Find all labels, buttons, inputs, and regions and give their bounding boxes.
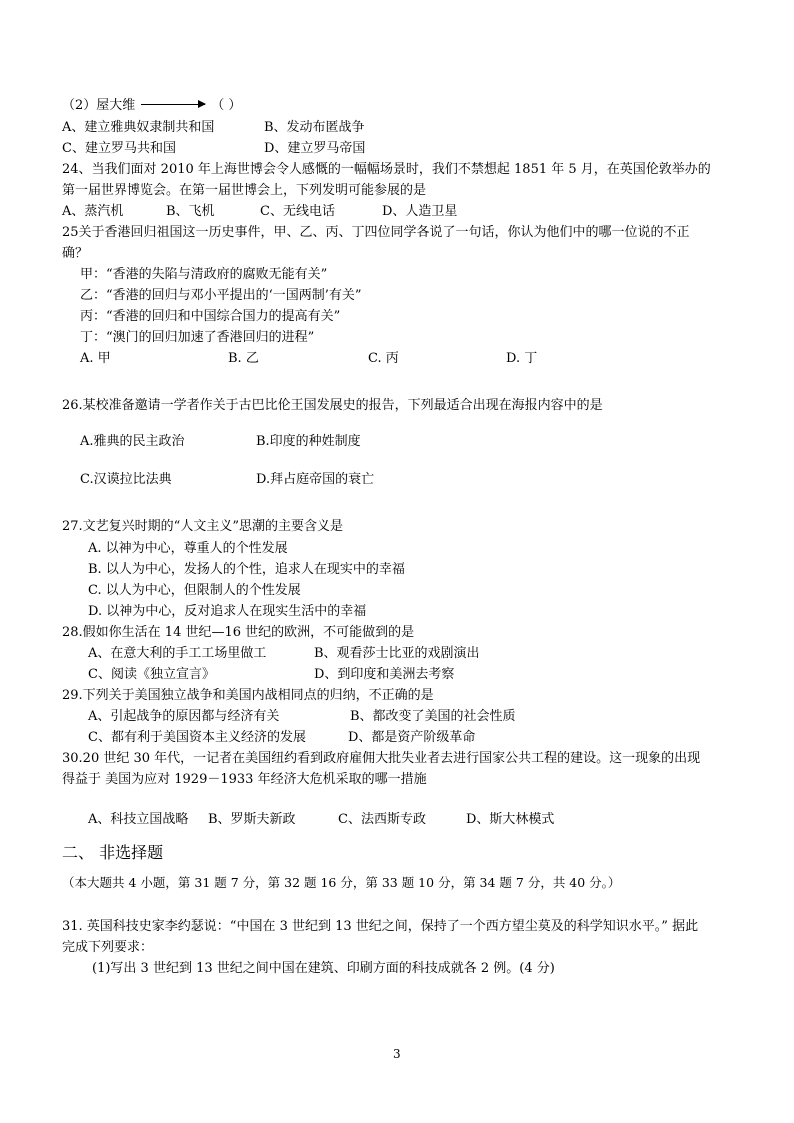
q30-stem-line1: 30.20 世纪 30 年代，一记者在美国纽约看到政府雇佣大批失业者去进行国家公共工程的建设。这一现象的出现 bbox=[62, 751, 701, 766]
q28-option-d: D、到印度和美洲去考察 bbox=[314, 667, 455, 682]
q28-option-a: A、在意大利的手工工场里做工 bbox=[88, 646, 267, 661]
q24-stem-line2: 第一届世界博览会。在第一届世博会上，下列发明可能参展的是 bbox=[62, 183, 427, 198]
q26-option-d: D.拜占庭帝国的衰亡 bbox=[256, 472, 375, 487]
q27-stem: 27.文艺复兴时期的“人文主义”思潮的主要含义是 bbox=[62, 519, 343, 534]
q24-option-b: B、飞机 bbox=[166, 204, 215, 219]
q25-stem-line2: 确？ bbox=[62, 246, 89, 261]
q30-option-c: C、法西斯专政 bbox=[338, 812, 426, 827]
q23-option-a: A、建立雅典奴隶制共和国 bbox=[62, 120, 215, 135]
q30-stem-line2: 得益于 美国为应对 1929－1933 年经济大危机采取的哪一措施 bbox=[62, 772, 427, 787]
q24-stem-line1: 24、当我们面对 2010 年上海世博会令人感慨的一幅幅场景时，我们不禁想起 1851 年 5 月，在英国伦敦举办的 bbox=[62, 162, 711, 177]
right-arrow-icon bbox=[141, 104, 205, 105]
q24-option-a: A、蒸汽机 bbox=[62, 204, 124, 219]
q30-option-d: D、斯大林模式 bbox=[466, 812, 555, 827]
q24-option-d: D、人造卫星 bbox=[382, 204, 458, 219]
q25-stem-line1: 25关于香港回归祖国这一历史事件，甲、乙、丙、丁四位同学各说了一句话，你认为他们中的哪一位说的不正 bbox=[62, 225, 690, 240]
q25-option-d: D. 丁 bbox=[506, 351, 538, 366]
q25-statement-jia: 甲：“香港的失陷与清政府的腐败无能有关” bbox=[80, 267, 328, 282]
q29-option-a: A、引起战争的原因都与经济有关 bbox=[88, 709, 280, 724]
q28-stem: 28.假如你生活在 14 世纪—16 世纪的欧洲，不可能做到的是 bbox=[62, 625, 415, 640]
q31-stem-line2: 完成下列要求： bbox=[62, 940, 154, 955]
q25-statement-bing: 丙：“香港的回归和中国综合国力的提高有关” bbox=[80, 309, 341, 324]
q27-option-b: B. 以人为中心，发扬人的个性，追求人在现实中的幸福 bbox=[88, 562, 405, 577]
q29-stem: 29.下列关于美国独立战争和美国内战相同点的归纳，不正确的是 bbox=[62, 688, 434, 703]
section2-title: 二、 非选择题 bbox=[62, 843, 164, 862]
q26-option-c: C.汉谟拉比法典 bbox=[80, 472, 172, 487]
q31-stem-line1: 31. 英国科技史家李约瑟说：“中国在 3 世纪到 13 世纪之间，保持了一个西方望尘莫及的科学知识水平。” 据此 bbox=[62, 919, 699, 934]
q23-option-c: C、建立罗马共和国 bbox=[62, 141, 176, 156]
q23-stem bbox=[62, 97, 241, 115]
q25-statement-ding: 丁：“澳门的回归加速了香港回归的进程” bbox=[80, 330, 315, 345]
section2-note: （本大题共 4 小题，第 31 题 7 分，第 32 题 16 分，第 33 题 10 分，第 34 题 7 分，共 40 分。） bbox=[62, 875, 621, 890]
page-number: 3 bbox=[393, 1047, 401, 1061]
q26-option-b: B.印度的种姓制度 bbox=[256, 434, 361, 449]
q29-option-d: D、都是资产阶级革命 bbox=[348, 730, 476, 745]
q25-option-c: C. 丙 bbox=[368, 351, 399, 366]
q30-option-a: A、科技立国战略 bbox=[88, 812, 189, 827]
q30-option-b: B、罗斯夫新政 bbox=[208, 812, 296, 827]
q25-option-a: A. 甲 bbox=[80, 351, 111, 366]
q25-statement-yi: 乙：“香港的回归与邓小平提出的‘一国两制’有关” bbox=[80, 288, 362, 303]
q26-option-a: A.雅典的民主政治 bbox=[80, 434, 185, 449]
q27-option-a: A. 以神为中心，尊重人的个性发展 bbox=[88, 541, 288, 556]
q28-option-b: B、观看莎士比亚的戏剧演出 bbox=[314, 646, 480, 661]
q29-option-b: B、都改变了美国的社会性质 bbox=[350, 709, 516, 724]
q23-stem-text: （2）屋大维 bbox=[62, 98, 136, 113]
q23-blank: （ ） bbox=[211, 98, 242, 113]
q23-option-d: D、建立罗马帝国 bbox=[264, 141, 366, 156]
q27-option-d: D. 以神为中心，反对追求人在现实生活中的幸福 bbox=[88, 604, 367, 619]
q31-sub1: (1)写出 3 世纪到 13 世纪之间中国在建筑、印刷方面的科技成就各 2 例。(4 分) bbox=[92, 961, 555, 976]
q28-option-c: C、阅读《独立宣言》 bbox=[88, 667, 215, 682]
q26-stem: 26.某校准备邀请一学者作关于古巴比伦王国发展史的报告，下列最适合出现在海报内容中的是 bbox=[62, 398, 603, 413]
q29-option-c: C、都有利于美国资本主义经济的发展 bbox=[88, 730, 306, 745]
q25-option-b: B. 乙 bbox=[228, 351, 259, 366]
q24-option-c: C、无线电话 bbox=[260, 204, 335, 219]
q23-option-b: B、发动布匿战争 bbox=[264, 120, 365, 135]
q27-option-c: C. 以人为中心，但限制人的个性发展 bbox=[88, 583, 301, 598]
